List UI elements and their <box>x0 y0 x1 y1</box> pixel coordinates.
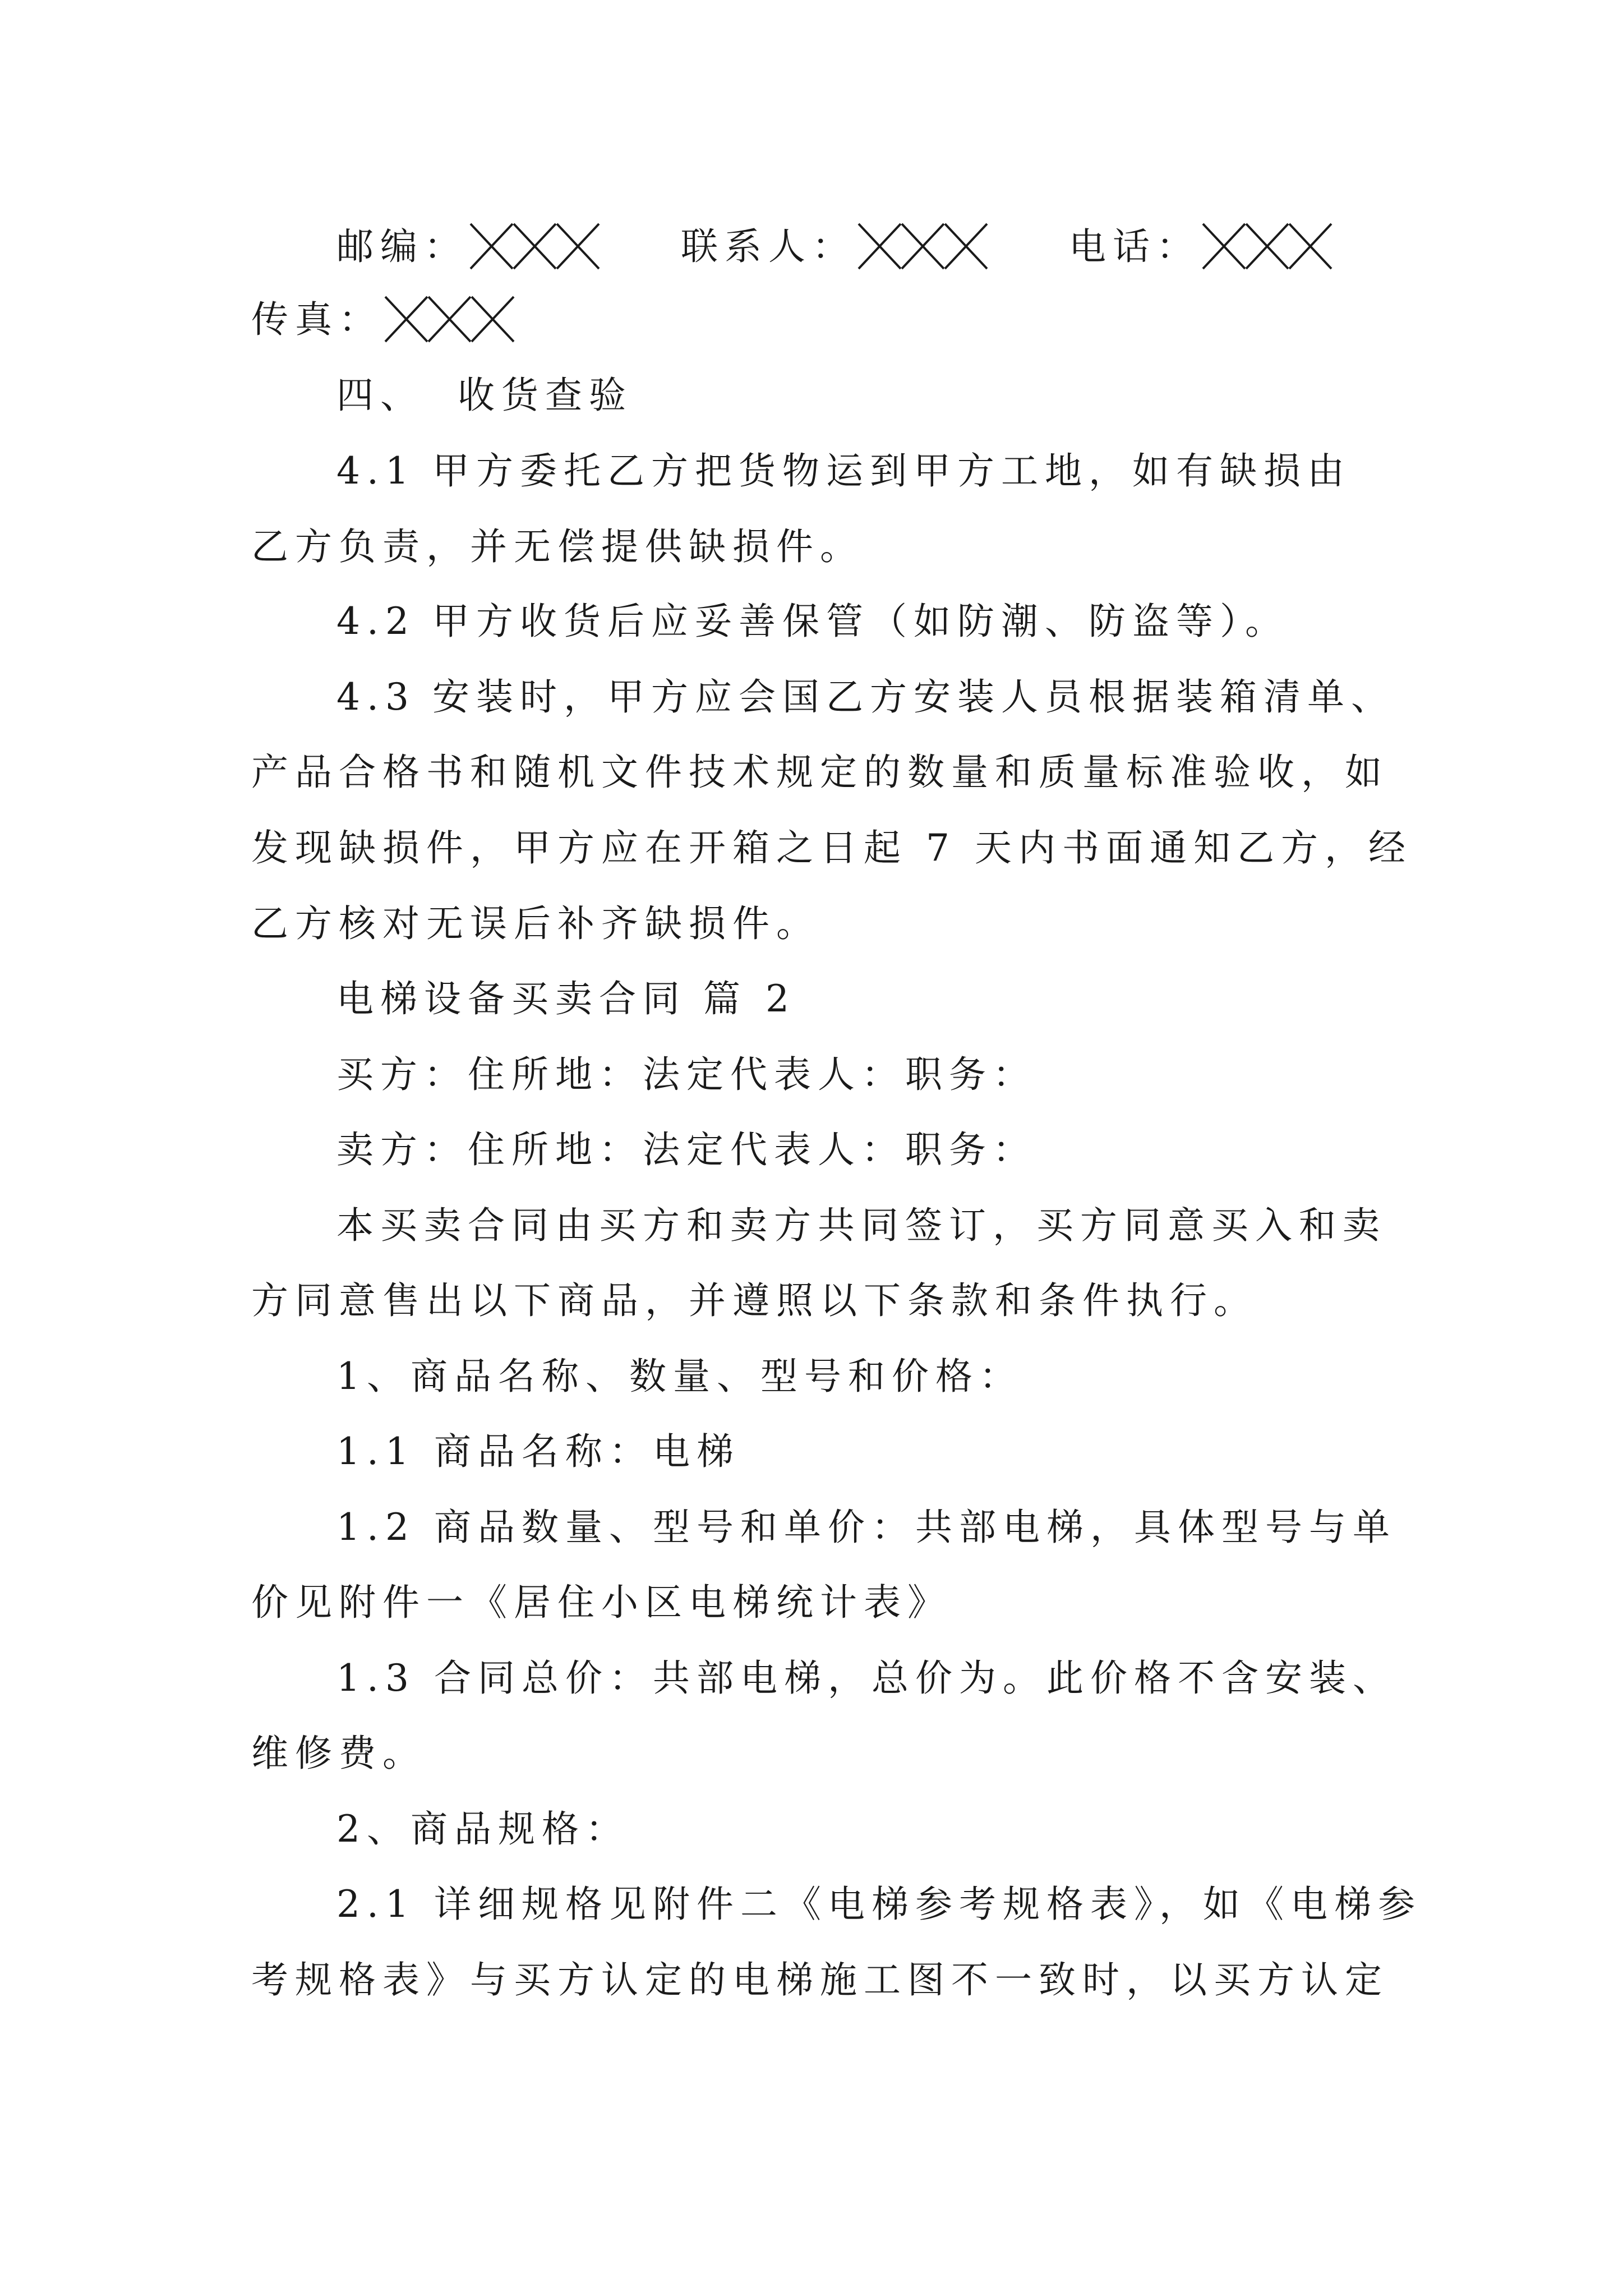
clause-2-1-line-1: 2.1 详细规格见附件二《电梯参考规格表》，如《电梯参 <box>336 1883 1422 1926</box>
section-1-heading: 1、商品名称、数量、型号和价格： <box>336 1355 1023 1398</box>
fax-redacted-mark <box>382 294 517 344</box>
contract-2-title-text: 电梯设备买卖合同 <box>336 977 686 1020</box>
clause-1-2-line-2: 价见附件一《居住小区电梯统计表》 <box>251 1581 951 1624</box>
postcode-label: 邮编： <box>336 225 468 268</box>
clause-1-3-line-1: 1.3 合同总价：共部电梯，总价为。此价格不含安装、 <box>336 1657 1396 1700</box>
section-4-heading <box>336 367 1402 424</box>
phone-redacted-mark <box>1200 221 1335 272</box>
postcode-redacted-mark <box>468 221 602 272</box>
clause-4-3-line-2: 产品合格书和随机文件技术规定的数量和质量标准验收，如 <box>251 751 1389 794</box>
fax-label: 传真： <box>251 298 382 341</box>
intro-line-1: 本买卖合同由买方和卖方共同签订，买方同意买入和卖 <box>336 1204 1386 1247</box>
section-4-number: 四、 <box>336 374 424 417</box>
section-2-heading: 2、商品规格： <box>336 1807 629 1851</box>
clause-4-1-number: 4.1 <box>336 449 416 493</box>
clause-4-3-line-3: 发现缺损件，甲方应在开箱之日起 7 天内书面通知乙方，经 <box>251 826 1412 869</box>
clause-4-3-number: 4.3 <box>336 675 416 719</box>
section-4-title: 收货查验 <box>458 374 633 417</box>
contract-2-title <box>336 971 1402 1027</box>
clause-1-3-line-2: 维修费。 <box>251 1732 426 1775</box>
fax-line <box>251 292 1401 348</box>
clause-1-2-line-1: 1.2 商品数量、型号和单价：共部电梯，具体型号与单 <box>336 1506 1396 1549</box>
intro-line-2: 方同意售出以下商品，并遵照以下条款和条件执行。 <box>251 1279 1257 1322</box>
contract-2-part: 篇 2 <box>703 977 796 1020</box>
contact-person-label: 联系人： <box>681 225 856 268</box>
seller-line: 卖方：住所地：法定代表人：职务： <box>336 1128 1036 1171</box>
contact-line <box>336 219 1402 275</box>
contact-person-redacted-mark <box>856 221 990 272</box>
clause-4-2-number: 4.2 <box>336 600 416 643</box>
clause-2-1-line-2: 考规格表》与买方认定的电梯施工图不一致时，以买方认定 <box>251 1958 1389 2001</box>
clause-4-1-line-2: 乙方负责，并无偿提供缺损件。 <box>251 525 864 568</box>
clause-4-3-line-1: 4.3 安装时，甲方应会国乙方安装人员根据装箱清单、 <box>336 675 1395 719</box>
buyer-line: 买方：住所地：法定代表人：职务： <box>336 1053 1036 1096</box>
clause-1-1: 1.1 商品名称：电梯 <box>336 1430 740 1473</box>
clause-4-1-line-1: 4.1 甲方委托乙方把货物运到甲方工地，如有缺损由 <box>336 449 1351 493</box>
clause-4-3-line-4: 乙方核对无误后补齐缺损件。 <box>251 902 820 945</box>
clause-4-2: 4.2 甲方收货后应妥善保管（如防潮、防盗等）。 <box>336 600 1289 643</box>
phone-label: 电话： <box>1069 225 1200 268</box>
